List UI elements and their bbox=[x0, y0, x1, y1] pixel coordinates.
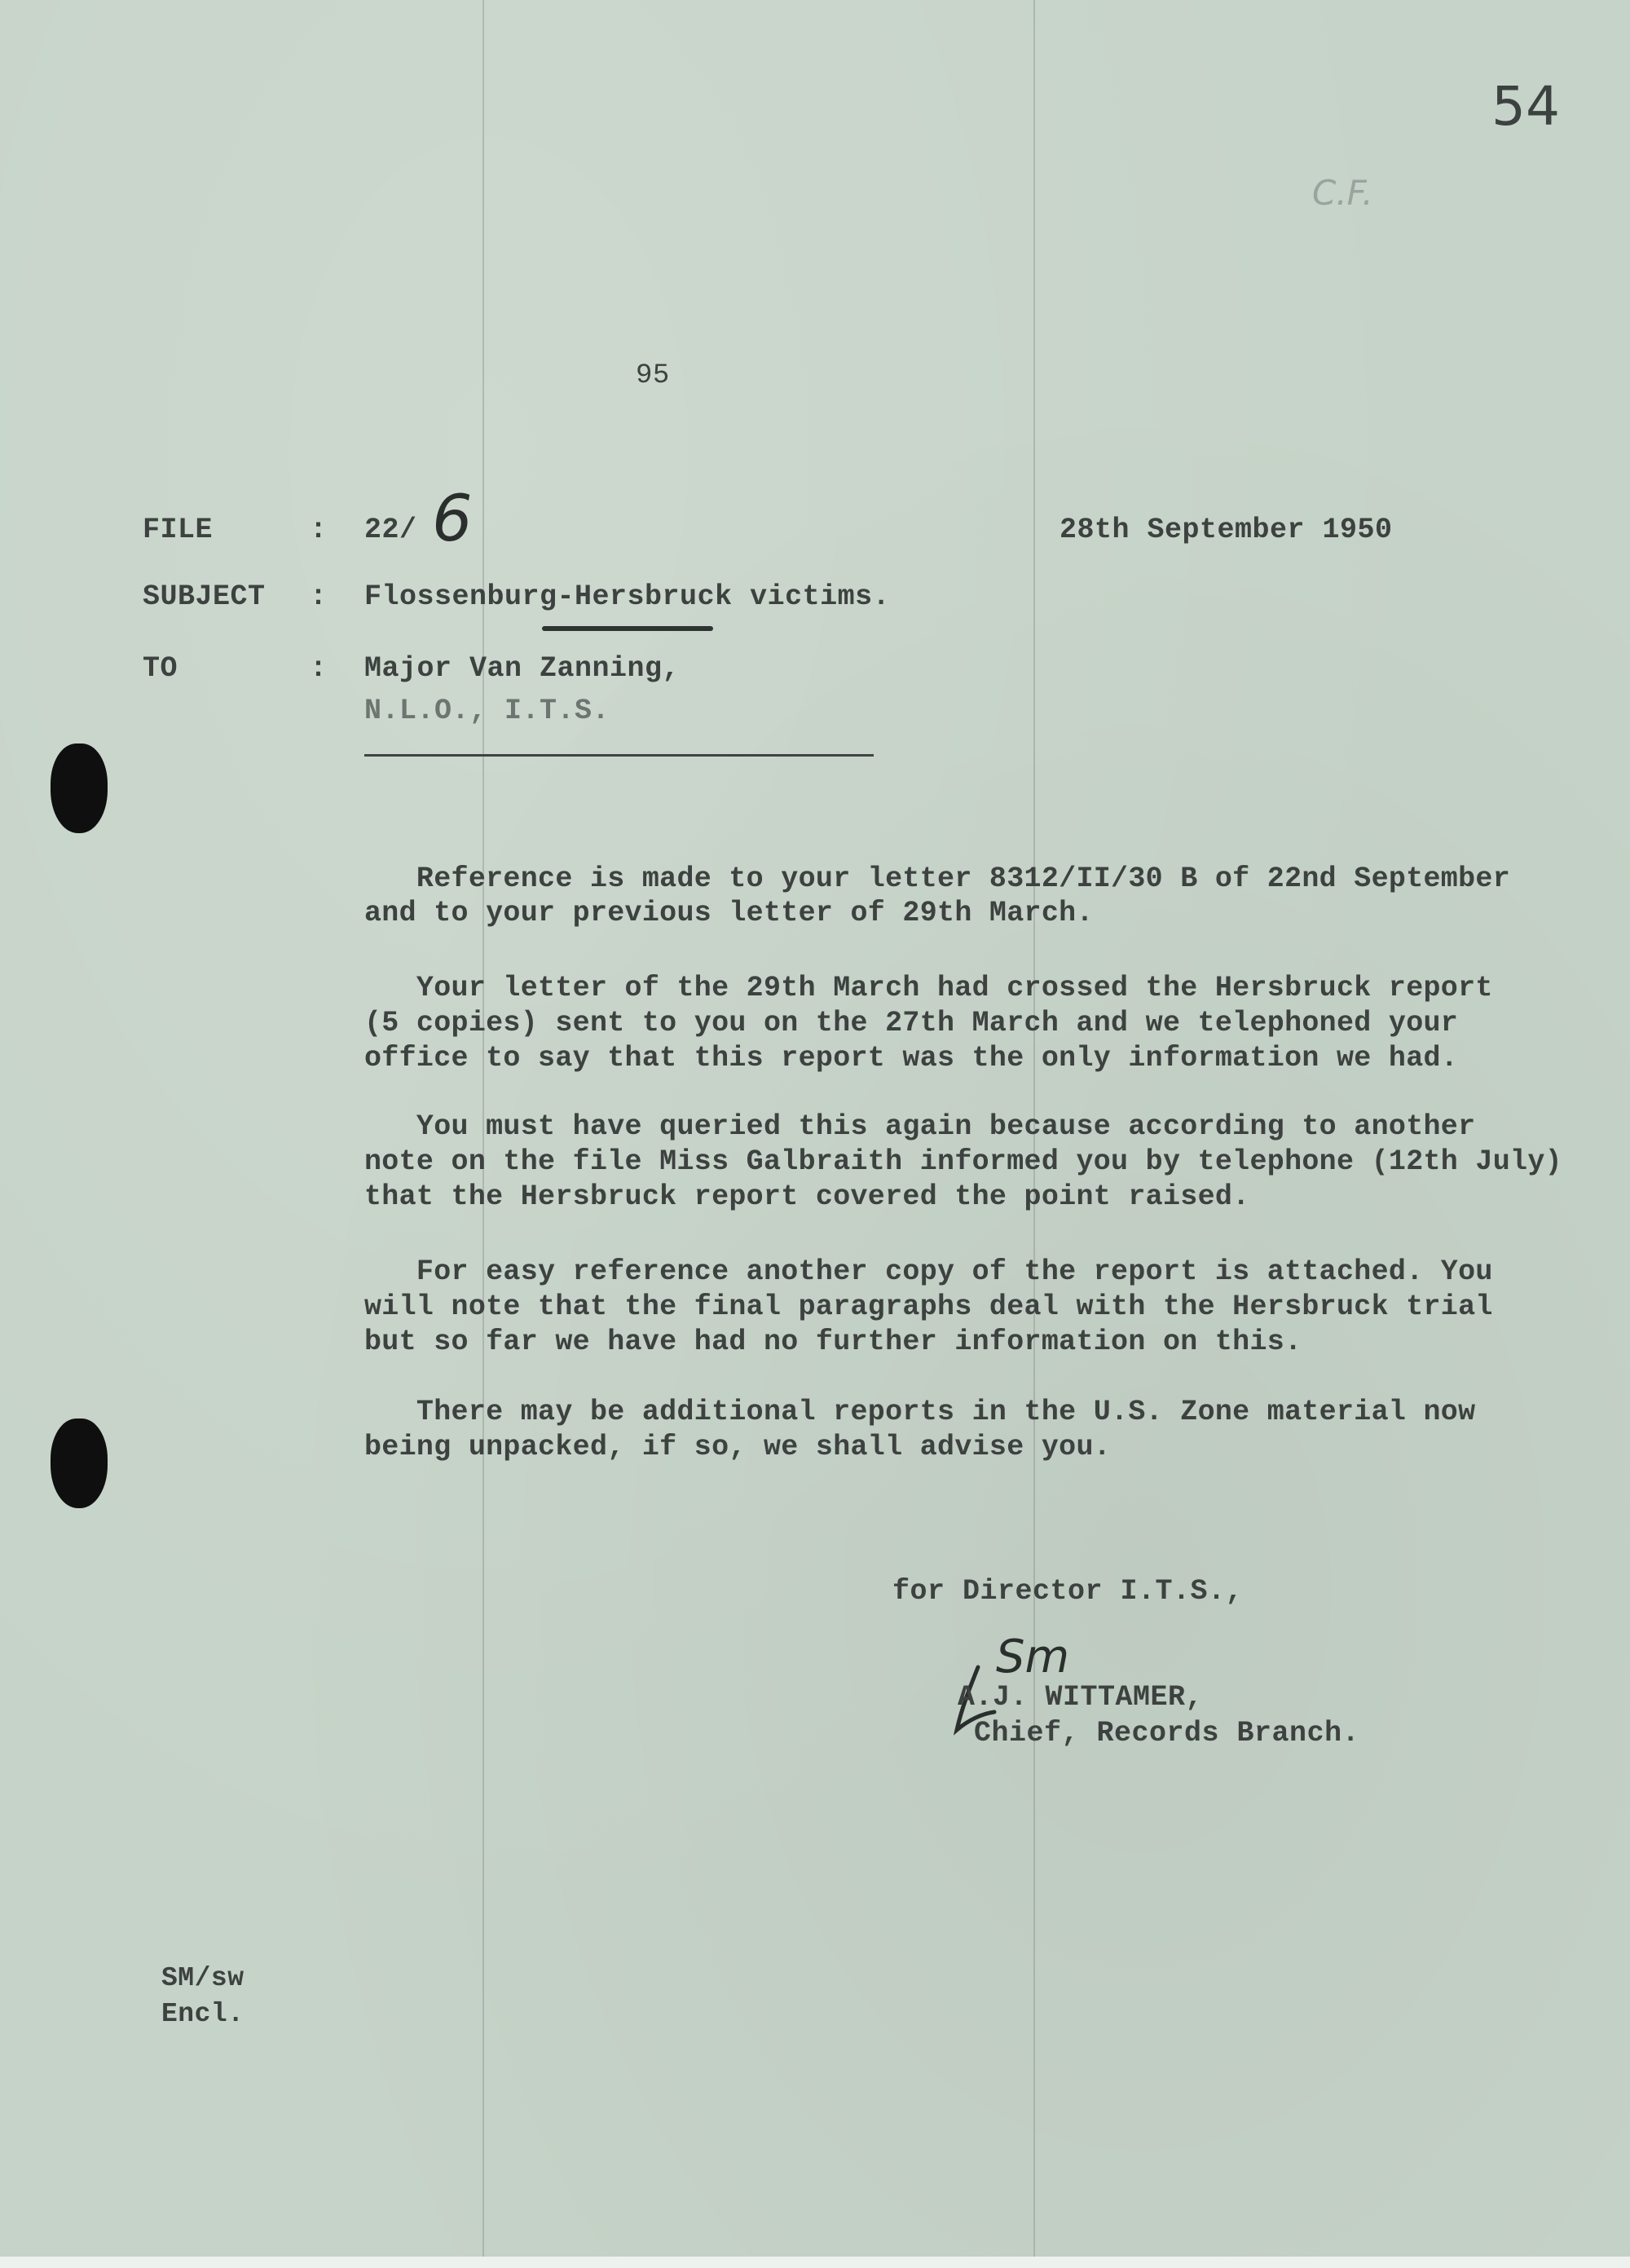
signature-for-line: for Director I.T.S., bbox=[892, 1575, 1244, 1608]
archive-page-number: 54 bbox=[1491, 75, 1560, 138]
body-line: There may be additional reports in the U.S. Zone material now bbox=[364, 1396, 1476, 1428]
body-line: You must have queried this again because according to another bbox=[364, 1110, 1476, 1143]
body-line: being unpacked, if so, we shall advise you. bbox=[364, 1431, 1112, 1463]
letter-date: 28th September 1950 bbox=[1060, 514, 1393, 546]
body-line: (5 copies) sent to you on the 27th March and we telephoned your bbox=[364, 1007, 1459, 1039]
body-line: and to your previous letter of 29th March. bbox=[364, 897, 1094, 929]
recipient-office: N.L.O., I.T.S. bbox=[364, 695, 610, 727]
body-line: but so far we have had no further information on this. bbox=[364, 1326, 1302, 1358]
enclosure-note: Encl. bbox=[161, 1999, 244, 2029]
margin-initials: C.F. bbox=[1312, 173, 1373, 213]
to-label: TO bbox=[143, 652, 178, 685]
body-line: that the Hersbruck report covered the point raised. bbox=[364, 1180, 1250, 1213]
folio-number: 95 bbox=[636, 360, 670, 391]
signatory-title: Chief, Records Branch. bbox=[974, 1717, 1360, 1750]
body-line: office to say that this report was the only information we had. bbox=[364, 1042, 1459, 1074]
file-reference-handwritten: 6 bbox=[432, 483, 473, 556]
punch-hole bbox=[51, 743, 108, 833]
file-label: FILE bbox=[143, 514, 214, 546]
to-colon: : bbox=[310, 652, 328, 685]
subject-colon: : bbox=[310, 580, 328, 613]
body-line: will note that the final paragraphs deal with the Hersbruck trial bbox=[364, 1291, 1493, 1323]
body-line: Your letter of the 29th March had crossed the Hersbruck report bbox=[364, 972, 1493, 1004]
subject-label: SUBJECT bbox=[143, 580, 266, 613]
paper-edge bbox=[0, 2257, 1630, 2268]
subject-underline-pencil bbox=[542, 626, 713, 631]
subject-text: Flossenburg-Hersbruck victims. bbox=[364, 580, 891, 613]
file-colon: : bbox=[310, 514, 328, 546]
signatory-name: A.J. WITTAMER, bbox=[958, 1681, 1204, 1714]
address-divider bbox=[364, 754, 874, 757]
file-reference: 22/ bbox=[364, 514, 417, 546]
recipient-name: Major Van Zanning, bbox=[364, 652, 681, 685]
body-line: Reference is made to your letter 8312/II/30 B of 22nd September bbox=[364, 863, 1511, 895]
signature-initials: Sm bbox=[996, 1630, 1070, 1683]
body-line: For easy reference another copy of the report is attached. You bbox=[364, 1255, 1493, 1288]
typist-reference: SM/sw bbox=[161, 1963, 244, 1993]
body-line: note on the file Miss Galbraith informed you by telephone (12th July) bbox=[364, 1145, 1562, 1178]
punch-hole bbox=[51, 1419, 108, 1508]
